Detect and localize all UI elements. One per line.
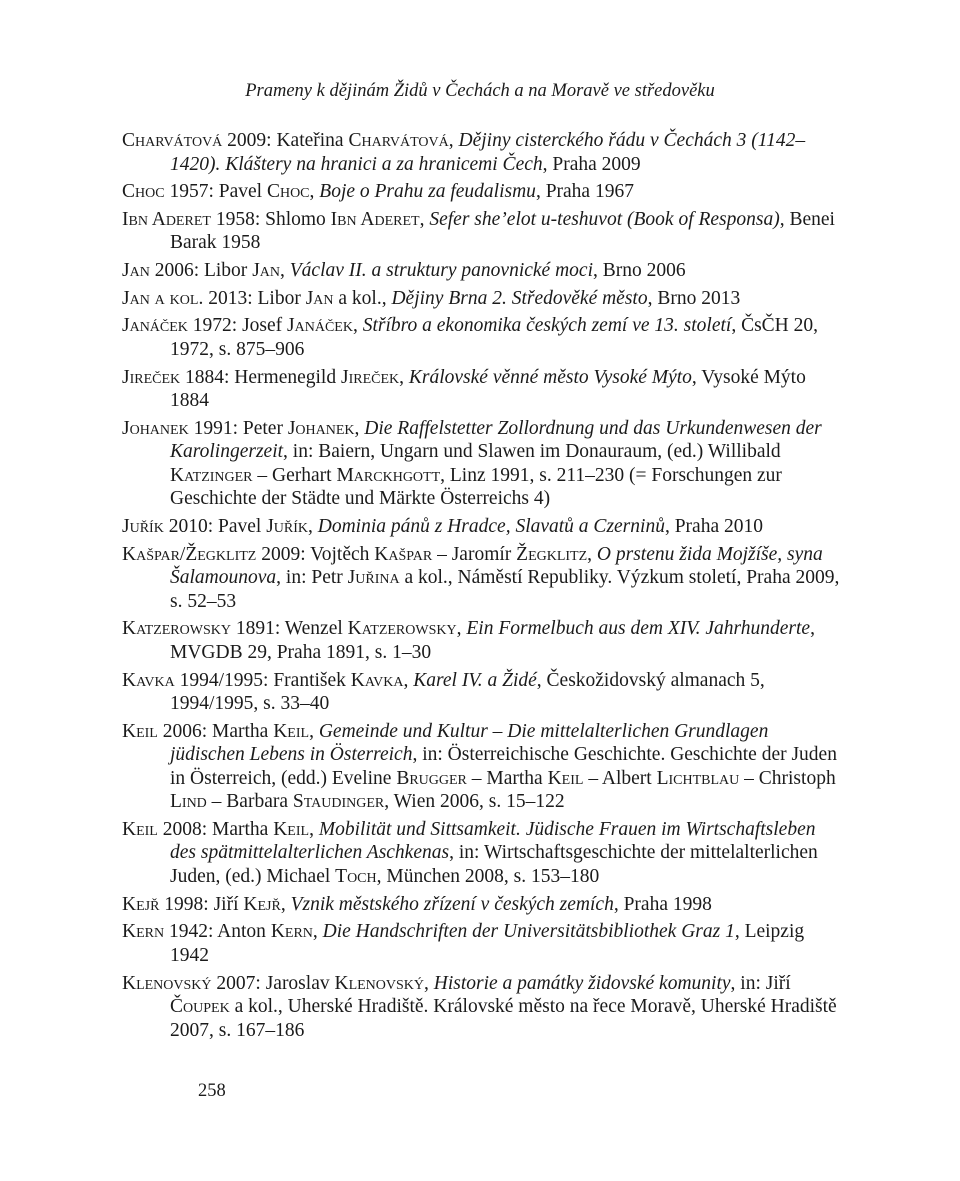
work-title: Dějiny cisterckého řádu v Čechách 3 (1142–1420). Kláštery na hranici a za hranicemi Čech (170, 130, 806, 175)
running-head: Prameny k dějinám Židů v Čechách a na Moravě ve středověku (245, 81, 715, 101)
entry-text: , (448, 130, 459, 151)
author-name: Kašpar (374, 543, 433, 565)
author-name: Katzerowsky (347, 618, 457, 640)
entry-text: , Leipzig 1942 (170, 921, 805, 966)
entry-text: , (424, 972, 434, 994)
entry-text: 2007: Jaroslav (211, 972, 335, 994)
entry-text: , München 2008, s. 153–180 (376, 865, 600, 887)
author-name: Jan (122, 260, 150, 282)
entry-text: 2010: Pavel (163, 516, 267, 537)
work-title: Dějiny Brna 2. Středověké město (391, 287, 648, 309)
entry-text: , Brno 2006 (592, 260, 686, 282)
author-name: Keil (273, 818, 310, 840)
entry-text: , ČsČH 20, 1972, s. 875–906 (170, 315, 818, 360)
entry-text: , (309, 818, 319, 840)
entry-text: , Wien 2006, s. 15–122 (384, 791, 565, 813)
entry-text: – Barbara (206, 791, 293, 813)
author-name: Janáček (287, 315, 353, 337)
author-name: Čoupek (170, 996, 230, 1017)
entry-text: 1958: Shlomo (210, 208, 331, 230)
work-title: Vznik městského zřízení v českých zemích (290, 893, 614, 915)
entry-text: 1884: Hermenegild (180, 366, 341, 388)
entry-text: – Gerhart (252, 464, 337, 486)
bibliography-entry (122, 669, 840, 716)
author-name: Kejř (243, 893, 281, 915)
author-name: Choc (266, 181, 310, 203)
author-name: Choc (122, 181, 165, 203)
bibliography-entry (122, 920, 840, 967)
entry-text: , Vysoké Mýto 1884 (170, 366, 806, 412)
bibliography-entry (122, 720, 840, 814)
entry-text: , Českožidovský almanach 5, 1994/1995, s. 33–40 (170, 669, 765, 715)
entry-text: , (309, 181, 320, 203)
work-title: Boje o Prahu za feudalismu (319, 181, 536, 203)
work-title: Václav II. a struktury panovnické moci (289, 260, 593, 282)
work-title: Královské věnné město Vysoké Mýto (408, 366, 692, 388)
author-name: Keil (547, 767, 584, 789)
bibliography-entry (122, 972, 840, 1043)
author-name: Katzinger (170, 464, 253, 486)
author-name: Kejř (122, 893, 160, 915)
bibliography-entry (122, 208, 840, 255)
entry-text: 1972: Josef (187, 315, 288, 337)
entry-text: 1991: Peter (188, 417, 288, 439)
entry-text: , (403, 669, 414, 691)
author-name: Keil (122, 818, 158, 840)
entry-text: , Benei Barak 1958 (170, 208, 835, 254)
author-name: Juřík (122, 516, 164, 537)
bibliography-list (122, 129, 840, 1046)
author-name: Johanek (122, 417, 189, 439)
entry-text: 2013: Libor (203, 287, 306, 309)
entry-text: , Praha 1998 (613, 893, 712, 915)
bibliography-entry (122, 515, 840, 539)
work-title: O prstenu žida Mojžíše, syna Šalamounova (170, 543, 823, 589)
entry-text: 2006: Libor (149, 260, 253, 282)
author-name: Juřina (347, 567, 400, 589)
entry-text: , (587, 543, 597, 565)
bibliography-entry (122, 287, 840, 311)
author-name: Kavka (350, 669, 404, 691)
work-title: Historie a památky židovské komunity (433, 972, 731, 994)
bibliography-entry (122, 617, 840, 664)
entry-text: 2006: Martha (157, 720, 274, 742)
entry-text: 1942: Anton (164, 921, 271, 943)
entry-text: , (280, 893, 291, 915)
entry-text: , (309, 720, 319, 742)
entry-text: , (456, 618, 467, 640)
author-name: Keil (122, 720, 158, 742)
entry-text: 2009: Kateřina (222, 130, 349, 151)
author-name: Janáček (122, 315, 188, 337)
page-number: 258 (198, 1081, 226, 1101)
author-name: Ibn Aderet (330, 208, 420, 230)
author-name: Jan (305, 287, 334, 309)
entry-text: , in: Baiern, Ungarn und Slawen im Donauraum, (ed.) Willibald (283, 441, 781, 463)
entry-text: 1998: Jiří (159, 893, 244, 915)
entry-text: 1957: Pavel (164, 181, 267, 203)
entry-text: – Martha (466, 767, 548, 789)
author-name: Klenovský (122, 972, 212, 994)
author-name: Žegklitz (516, 543, 588, 565)
entry-text: a kol., Uherské Hradiště. Královské město na řece Moravě, Uherské Hradiště 2007, s. 167–186 (170, 996, 837, 1041)
entry-text: , (399, 366, 409, 388)
work-title: Karel IV. a Židé (413, 669, 537, 691)
entry-text: 1994/1995: František (174, 669, 351, 691)
author-name: Johanek (287, 417, 355, 439)
author-name: Jan a kol. (122, 287, 204, 309)
author-name: Staudinger (292, 791, 385, 813)
entry-text: 1891: Wenzel (230, 618, 348, 640)
bibliography-entry (122, 129, 840, 176)
work-title: Mobilität und Sittsamkeit. Jüdische Frauen im Wirtschaftsleben des spätmittelalterlichen Aschkenas (170, 818, 816, 864)
author-name: Charvátová (122, 130, 223, 151)
author-name: Juřík (266, 516, 308, 537)
work-title: Dominia pánů z Hradce, Slavatů a Czerninů (317, 516, 665, 537)
work-title: Gemeinde und Kultur – Die mittelalterlichen Grundlagen jüdischen Lebens in Österreich (170, 720, 769, 766)
entry-text: a kol., Náměstí Republiky. Výzkum století, Praha 2009, s. 52–53 (170, 567, 840, 612)
bibliography-entry (122, 417, 840, 511)
bibliography-entry (122, 366, 840, 413)
entry-text: 2009: Vojtěch (256, 543, 375, 565)
entry-text: , Brno 2013 (647, 287, 741, 309)
author-name: Marckhgott (336, 464, 441, 486)
work-title: Sefer she’elot u-teshuvot (Book of Responsa) (429, 208, 780, 230)
entry-text: , Praha 1967 (535, 181, 634, 203)
entry-text: , (352, 315, 363, 337)
entry-text: , MVGDB 29, Praha 1891, s. 1–30 (170, 618, 815, 663)
author-name: Ibn Aderet (122, 208, 211, 230)
author-name: Kern (270, 921, 313, 943)
entry-text: – Jaromír (432, 543, 517, 565)
entry-text: 2008: Martha (157, 818, 274, 840)
work-title: Ein Formelbuch aus dem XIV. Jahrhunderte (466, 618, 811, 640)
entry-text: a kol., (333, 287, 392, 309)
author-name: Lichtblau (656, 767, 740, 789)
author-name: Brugger (396, 767, 467, 789)
entry-text: , (280, 260, 290, 282)
entry-text: , (419, 208, 430, 230)
author-name: Katzerowsky (122, 618, 231, 640)
entry-text: , in: Jiří (730, 972, 791, 994)
bibliography-entry (122, 314, 840, 361)
author-name: Jireček (340, 366, 400, 388)
author-name: Lind (170, 791, 207, 813)
bibliography-entry (122, 543, 840, 614)
entry-text: , (308, 516, 318, 537)
author-name: Charvátová (348, 130, 449, 151)
author-name: Kavka (122, 669, 175, 691)
author-name: Jireček (122, 366, 181, 388)
entry-text: , Praha 2009 (542, 153, 641, 175)
entry-text: – Albert (583, 767, 657, 789)
work-title: Die Handschriften der Universitätsbibliothek Graz 1 (322, 921, 735, 943)
entry-text: , Linz 1991, s. 211–230 (= Forschungen zur Geschichte der Städte und Märkte Österreichs 4) (170, 464, 782, 510)
entry-text: , in: Österreichische Geschichte. Geschichte der Juden in Österreich, (edd.) Eveline (170, 744, 837, 789)
entry-text: , (354, 417, 365, 439)
author-name: Jan (252, 260, 280, 282)
work-title: Stříbro a ekonomika českých zemí ve 13. století (362, 315, 732, 337)
author-name: Klenovský (334, 972, 425, 994)
entry-text: – Christoph (739, 767, 836, 789)
author-name: Keil (273, 720, 310, 742)
bibliography-entry (122, 818, 840, 889)
entry-text: , Praha 2010 (664, 516, 763, 537)
bibliography-entry (122, 893, 840, 917)
entry-text: , in: Petr (276, 567, 348, 589)
work-title: Die Raffelstetter Zollordnung und das Urkundenwesen der Karolingerzeit (170, 417, 822, 463)
author-name: Kern (122, 921, 165, 943)
entry-text: , in: Wirtschaftsgeschichte der mittelalterlichen Juden, (ed.) Michael (170, 842, 818, 887)
entry-text: , (312, 921, 323, 943)
author-name: Kašpar/Žegklitz (122, 543, 257, 565)
author-name: Toch (335, 865, 377, 887)
bibliography-entry (122, 180, 840, 204)
bibliography-entry (122, 259, 840, 283)
